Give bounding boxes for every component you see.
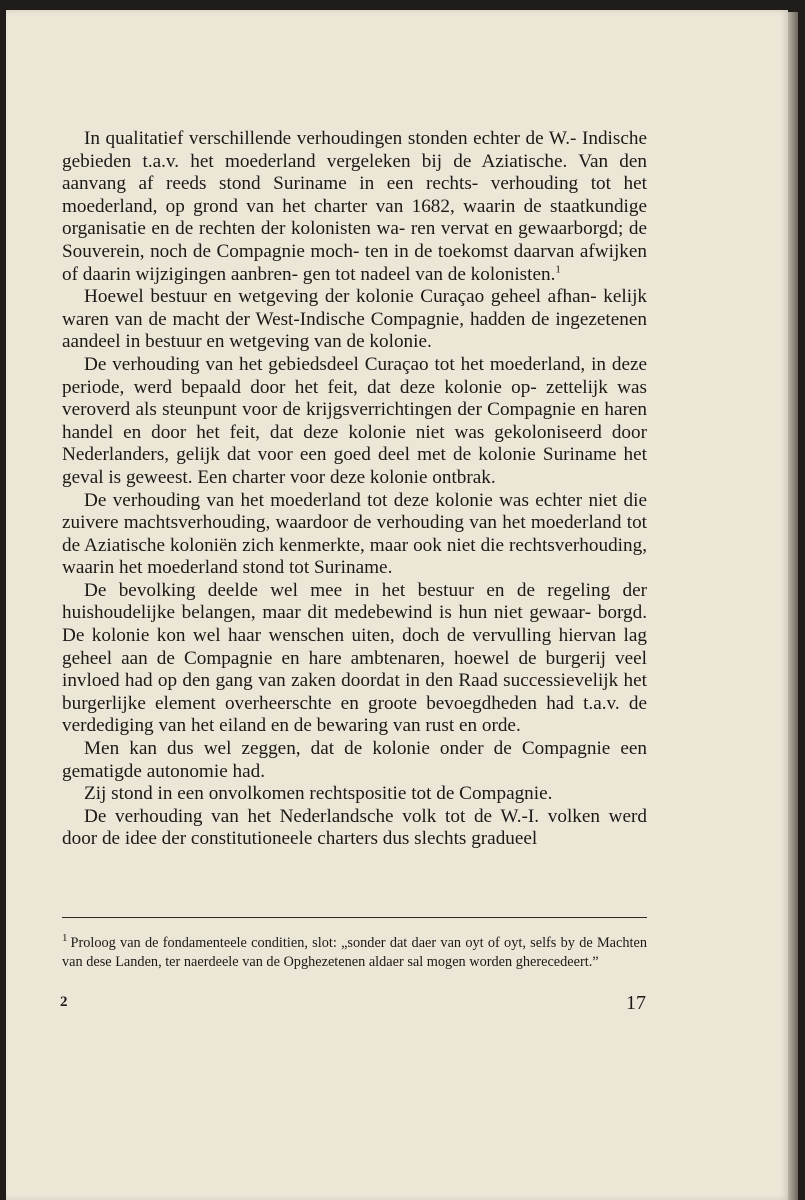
paragraph-8: De verhouding van het Nederlandsche volk tot de W.‑I. volken werd door de idee der constitutioneele charters dus slechts gradueel: [62, 805, 647, 850]
footnote-marker: 1: [62, 932, 68, 945]
signature-mark: 2: [60, 994, 68, 1010]
paragraph-7: Zij stond in een onvolkomen rechtspositie tot de Compagnie.: [84, 783, 553, 805]
paragraph-3: De verhouding van het gebiedsdeel Curaçao tot het moederland, in deze periode, werd bepaald door het feit, dat deze kolonie op‑ zettelijk was veroverd als steunpunt voor de krijgsverrichtingen der Compagnie en haren handel en door het feit, dat deze kolonie niet was gekoloniseerd door Nederlanders, gelijk dat voor een goed deel met de kolonie Suriname het geval is geweest. Een charter voor deze kolonie ontbrak.: [62, 353, 647, 488]
footnote: [62, 934, 647, 972]
paragraph-1-text: In qualitatief verschillende verhoudingen stonden echter de W.‑ Indische gebieden t.a.v. het moederland vergeleken bij de Aziatische. Van den aanvang af reeds stond Suriname in een rechts‑ verhouding tot het moederland, op grond van het charter van 1682, waarin de staatkundige organisatie en de rechten der kolonisten wa‑ ren vervat en gewaarborgd; de Souverein, noch de Compagnie moch‑ ten in de toekomst daarvan afwijken of daarin wijzigingen aanbren‑ gen tot nadeel van de kolonisten.: [62, 128, 647, 285]
footnote-rule: [62, 917, 647, 918]
page-edge: [788, 12, 798, 1200]
page-number: 17: [626, 992, 646, 1014]
footnote-text: Proloog van de fondamenteele conditien, slot: „sonder dat daer van oyt of oyt, selfs by de Machten van dese Landen, ter naerdeele van de Opghezetenen aldaer sal mogen worden gherecedeert.”: [62, 935, 647, 970]
paragraph-5: De bevolking deelde wel mee in het bestuur en de regeling der huishoudelijke belangen, maar dit medebewind is hun niet gewaar‑ borgd. De kolonie kon wel haar wenschen uiten, doch de vervulling hiervan lag geheel aan de Compagnie en hare ambtenaren, hoewel de burgerij veel invloed had op den gang van zaken doordat in den Raad successievelijk het burgerlijke element overheerschte en groote bevoegdheden had t.a.v. de verdediging van het eiland en de bewaring van rust en orde.: [62, 579, 647, 737]
body-text: [62, 128, 647, 851]
paragraph-6: Men kan dus wel zeggen, dat de kolonie onder de Compagnie een gematigde autonomie had.: [62, 738, 647, 782]
footnote-reference: 1: [555, 263, 561, 276]
paragraph-1: [62, 128, 647, 286]
paragraph-4: De verhouding van het moederland tot deze kolonie was echter niet die zuivere machtsverhouding, waardoor de verhouding van het moederland tot de Aziatische koloniën zich kenmerkte, maar ook niet die rechtsverhouding, waarin het moederland stond tot Suriname.: [62, 489, 647, 579]
paragraph-2: Hoewel bestuur en wetgeving der kolonie Curaçao geheel afhan‑ kelijk waren van de macht der West‑Indische Compagnie, hadden de ingezetenen aandeel in bestuur en wetgeving van de kolonie.: [62, 286, 647, 353]
